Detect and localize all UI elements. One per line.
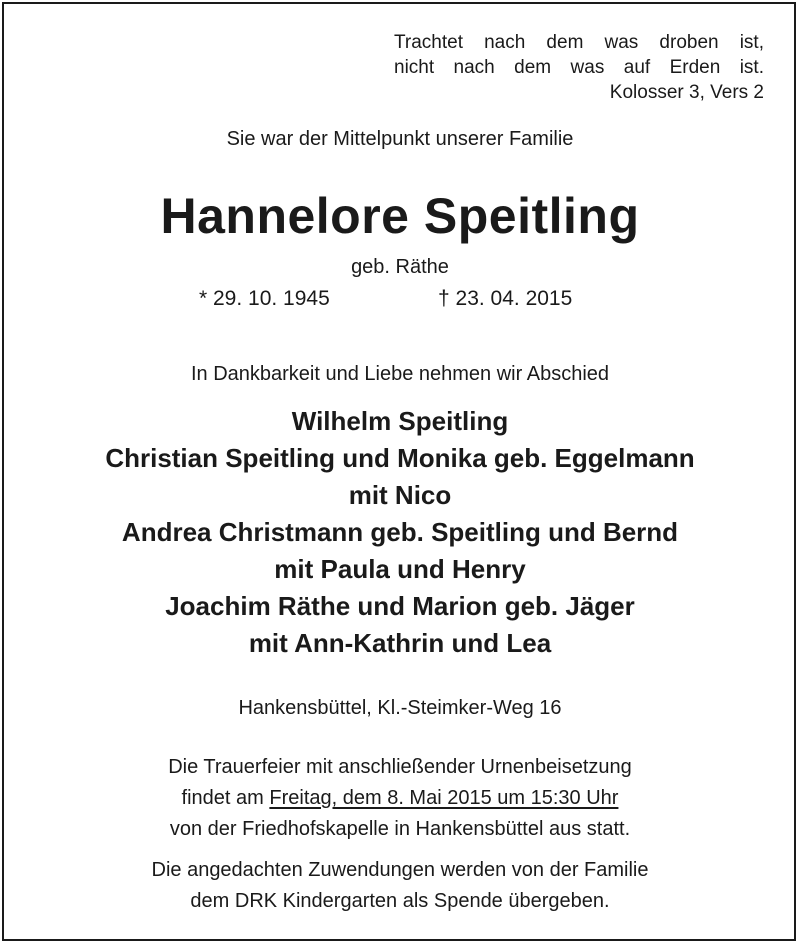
death-date: † 23. 04. 2015 bbox=[438, 287, 573, 310]
donation-line-2: dem DRK Kindergarten als Spende übergeben. bbox=[190, 890, 610, 912]
mourner-line: Andrea Christmann geb. Speitling und Bernd bbox=[121, 517, 679, 547]
service-line-1: Die Trauerfeier mit anschließender Urnenbeisetzung bbox=[168, 756, 632, 778]
mourner-line: mit Ann-Kathrin und Lea bbox=[248, 628, 552, 658]
service-line-2-prefix: findet am bbox=[181, 787, 270, 809]
mourner-line: Wilhelm Speitling bbox=[291, 406, 509, 436]
service-line-2 bbox=[0, 783, 800, 814]
mourners-list bbox=[0, 403, 800, 662]
mourner-line: mit Paula und Henry bbox=[274, 554, 526, 584]
service-date: Freitag, dem 8. Mai 2015 um 15:30 Uhr bbox=[269, 787, 619, 809]
service-line-3: von der Friedhofskapelle in Hankensbüttel aus statt. bbox=[169, 818, 631, 840]
deceased-name: Hannelore Speitling bbox=[160, 188, 640, 244]
service-info bbox=[0, 752, 800, 845]
mourner-line: Joachim Räthe und Marion geb. Jäger bbox=[165, 591, 635, 621]
bible-verse bbox=[344, 30, 764, 105]
verse-line-2: nicht nach dem was auf Erden ist. bbox=[394, 57, 764, 78]
intro-text: Sie war der Mittelpunkt unserer Familie bbox=[226, 128, 574, 150]
address: Hankensbüttel, Kl.-Steimker-Weg 16 bbox=[238, 697, 562, 719]
farewell-text: In Dankbarkeit und Liebe nehmen wir Abschied bbox=[190, 363, 610, 385]
mourner-line: Christian Speitling und Monika geb. Eggelmann bbox=[105, 443, 695, 473]
mourner-line: mit Nico bbox=[348, 480, 452, 510]
birth-date: * 29. 10. 1945 bbox=[199, 287, 330, 310]
verse-reference: Kolosser 3, Vers 2 bbox=[609, 82, 764, 103]
verse-line-1: Trachtet nach dem was droben ist, bbox=[394, 32, 764, 53]
donation-info bbox=[0, 855, 800, 917]
donation-line-1: Die angedachten Zuwendungen werden von der Familie bbox=[151, 859, 649, 881]
birth-name: geb. Räthe bbox=[351, 256, 449, 278]
